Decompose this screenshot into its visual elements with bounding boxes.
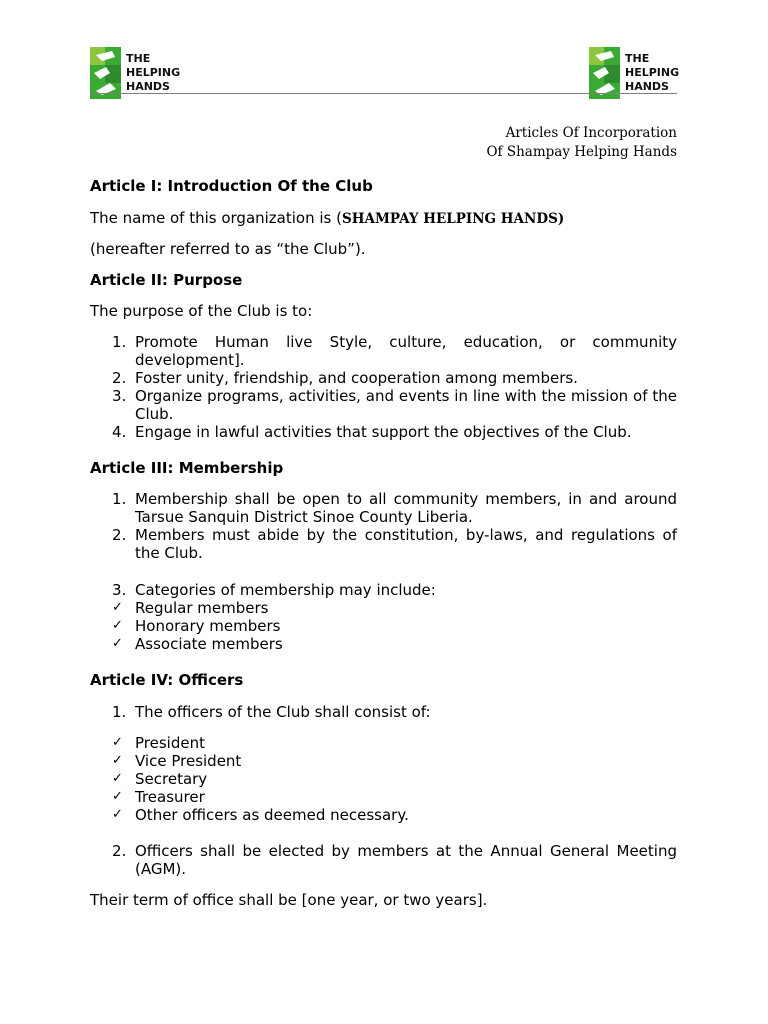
checkmark-icon: ✓ — [112, 600, 123, 615]
document-title-line-1: Articles Of Incorporation — [505, 125, 677, 141]
organization-name: SHAMPAY HELPING HANDS — [341, 211, 558, 227]
logo-line: THE — [126, 52, 151, 65]
check-text: Treasurer — [135, 788, 205, 806]
article-2-heading: Article II: Purpose — [90, 271, 243, 289]
logo-line: HANDS — [625, 80, 669, 93]
list-number: 2. — [112, 526, 127, 544]
list-number: 2. — [112, 369, 127, 387]
document-title — [486, 124, 677, 162]
checkmark-icon: ✓ — [112, 735, 123, 750]
document-title-line-2: Of Shampay Helping Hands — [486, 144, 677, 160]
referred-line: (hereafter referred to as “the Club”). — [90, 240, 366, 258]
checkmark-icon: ✓ — [112, 618, 123, 633]
check-text: Honorary members — [135, 617, 281, 635]
article-1-heading: Article I: Introduction Of the Club — [90, 177, 373, 195]
logo-left — [90, 47, 180, 99]
check-text: Regular members — [135, 599, 269, 617]
list-text: Membership shall be open to all community members, in and around Tarsue Sanquin District Sinoe County Liberia. — [135, 490, 677, 526]
checkmark-icon: ✓ — [112, 789, 123, 804]
checkmark-icon: ✓ — [112, 771, 123, 786]
list-number: 1. — [112, 703, 127, 721]
check-text: Associate members — [135, 635, 283, 653]
list-number: 1. — [112, 490, 127, 508]
purpose-intro: The purpose of the Club is to: — [90, 302, 313, 320]
check-text: Other officers as deemed necessary. — [135, 806, 409, 824]
organization-name-line — [90, 208, 677, 229]
list-number: 1. — [112, 333, 127, 351]
logo-line: HANDS — [126, 80, 170, 93]
list-text: Officers shall be elected by members at the Annual General Meeting (AGM). — [135, 842, 677, 878]
helping-hands-logo-icon — [90, 47, 121, 99]
logo-line: HELPING — [625, 66, 680, 79]
header-divider — [90, 93, 677, 94]
check-text: Vice President — [135, 752, 242, 770]
list-number: 3. — [112, 387, 127, 405]
name-suffix: ) — [557, 211, 565, 227]
list-text: Foster unity, friendship, and cooperation among members. — [135, 369, 578, 387]
list-number: 4. — [112, 423, 127, 441]
helping-hands-logo-icon — [589, 47, 620, 99]
list-number: 2. — [112, 842, 127, 860]
list-text: Engage in lawful activities that support the objectives of the Club. — [135, 423, 632, 441]
list-number: 3. — [112, 581, 127, 599]
list-text: Members must abide by the constitution, by-laws, and regulations of the Club. — [135, 526, 677, 562]
check-text: President — [135, 734, 205, 752]
logo-text — [625, 52, 679, 94]
name-prefix: The name of this organization is ( — [90, 209, 342, 227]
term-of-office: Their term of office shall be [one year, or two years]. — [90, 891, 488, 909]
checkmark-icon: ✓ — [112, 753, 123, 768]
logo-line: THE — [625, 52, 650, 65]
article-4-heading: Article IV: Officers — [90, 671, 244, 689]
list-text: Organize programs, activities, and events in line with the mission of the Club. — [135, 387, 677, 423]
article-3-heading: Article III: Membership — [90, 459, 284, 477]
check-text: Secretary — [135, 770, 208, 788]
checkmark-icon: ✓ — [112, 636, 123, 651]
list-text: Promote Human live Style, culture, education, or community development]. — [135, 333, 677, 369]
logo-text — [126, 52, 180, 94]
list-text: The officers of the Club shall consist of: — [135, 703, 431, 721]
list-text: Categories of membership may include: — [135, 581, 436, 599]
logo-right — [589, 47, 679, 99]
checkmark-icon: ✓ — [112, 807, 123, 822]
logo-line: HELPING — [126, 66, 181, 79]
